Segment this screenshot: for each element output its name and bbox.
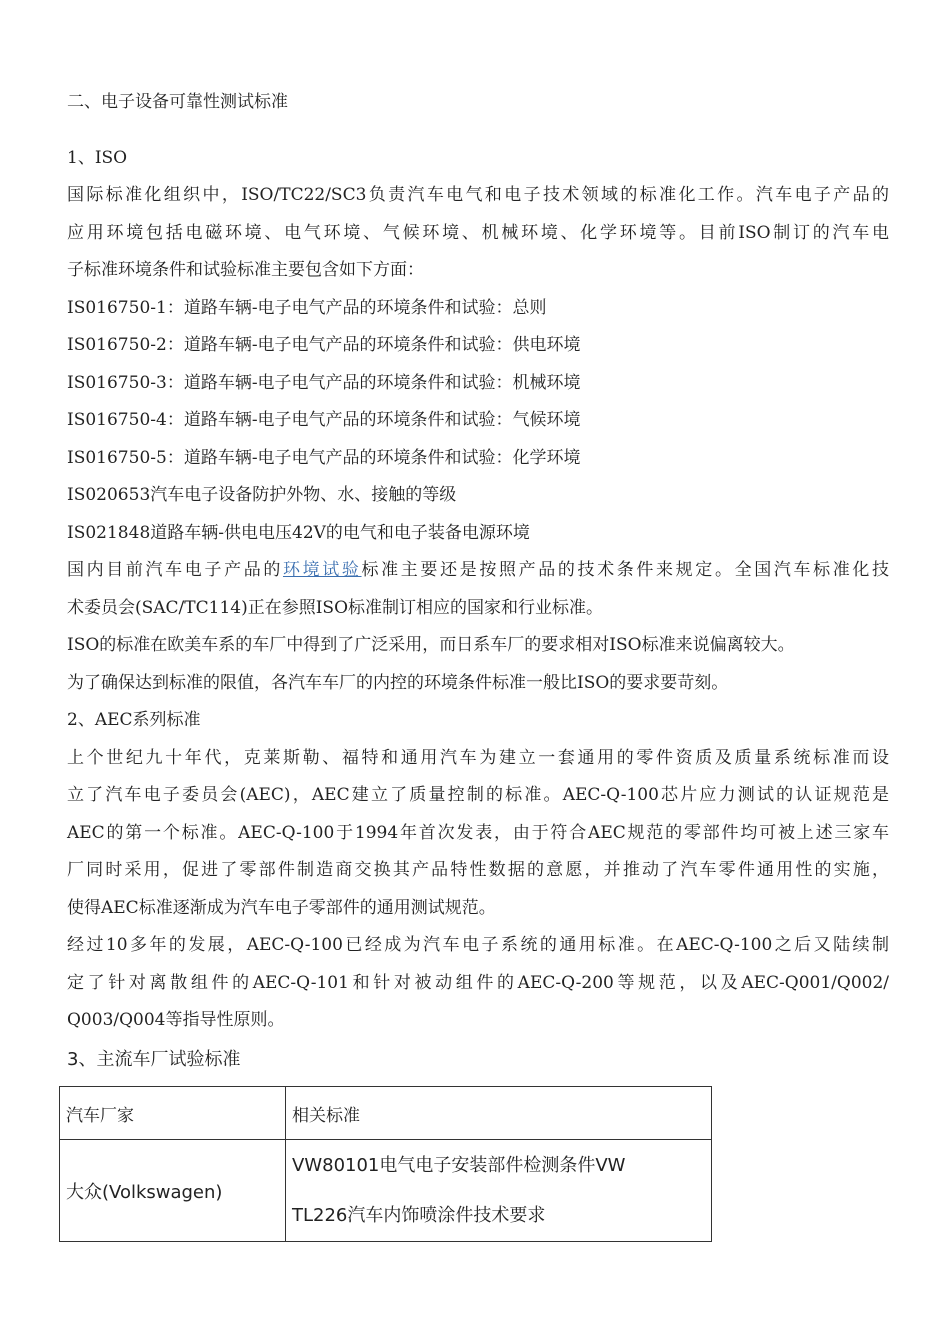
document-body	[67, 84, 889, 1078]
aec-history-line-2: 定了针对离散组件的AEC-Q-101和针对被动组件的AEC-Q-200等规范，以及AEC-Q001/Q002/	[67, 972, 889, 993]
section3-heading: 3、主流车厂试验标准	[67, 1048, 241, 1070]
automaker-cell: 大众(Volkswagen)	[60, 1140, 286, 1242]
iso-paragraph-line-2: 为了确保达到标准的限值，各汽车车厂的内控的环境条件标准一般比ISO的要求要苛刻。	[67, 672, 729, 693]
aec-paragraph-line-2: 立了汽车电子委员会(AEC)，AEC建立了质量控制的标准。AEC-Q-100芯片应力测试的认证规范是	[67, 785, 889, 805]
aec-paragraph-line-1: 上个世纪九十年代，克莱斯勒、福特和通用汽车为建立一套通用的零件资质及质量系统标准而设	[67, 747, 889, 768]
domestic-paragraph-line-1	[67, 552, 889, 590]
standards-cell	[286, 1140, 712, 1242]
domestic-paragraph-line-2: 术委员会(SAC/TC114)正在参照ISO标准制订相应的国家和行业标准。	[67, 597, 604, 618]
section1-intro-line-1: 国际标准化组织中，ISO/TC22/SC3负责汽车电气和电子技术领域的标准化工作。汽车电子产品的	[67, 185, 889, 205]
aec-history-line-1: 经过10多年的发展，AEC-Q-100已经成为汽车电子系统的通用标准。在AEC-Q-100之后又陆续制	[67, 935, 889, 955]
iso-paragraph-line-1: ISO的标准在欧美车系的车厂中得到了广泛采用，而日系车厂的要求相对ISO标准来说偏离较大。	[67, 635, 795, 655]
table-header-row	[60, 1087, 712, 1140]
standard-item: IS021848道路车辆-供电电压42V的电气和电子装备电源环境	[67, 522, 530, 543]
table-row	[60, 1140, 712, 1242]
standard-item: IS020653汽车电子设备防护外物、水、接触的等级	[67, 485, 457, 505]
section2-heading: 2、AEC系列标准	[67, 710, 201, 730]
domestic-text-post: 标准主要还是按照产品的技术条件来规定。全国汽车标准化技	[361, 560, 890, 580]
section1-intro-line-2: 应用环境包括电磁环境、电气环境、气候环境、机械环境、化学环境等。目前ISO制订的汽车电	[67, 222, 889, 243]
standard-item: IS016750-5：道路车辆-电子电气产品的环境条件和试验：化学环境	[67, 447, 581, 468]
aec-paragraph-line-5: 使得AEC标准逐渐成为汽车电子零部件的通用测试规范。	[67, 897, 496, 918]
aec-paragraph-line-3: AEC的第一个标准。AEC-Q-100于1994年首次发表，由于符合AEC规范的零部件均可被上述三家车	[67, 822, 889, 843]
section1-intro-line-3: 子标准环境条件和试验标准主要包含如下方面：	[67, 260, 424, 280]
standard-entry: VW80101电气电子安装部件检测条件VW	[292, 1154, 626, 1176]
section1-heading: 1、ISO	[67, 147, 128, 168]
standard-item: IS016750-2：道路车辆-电子电气产品的环境条件和试验：供电环境	[67, 335, 581, 355]
standard-entry: TL226汽车内饰喷涂件技术要求	[292, 1204, 546, 1226]
standard-item: IS016750-3：道路车辆-电子电气产品的环境条件和试验：机械环境	[67, 372, 581, 393]
aec-paragraph-line-4: 厂同时采用，促进了零部件制造商交换其产品特性数据的意愿，并推动了汽车零件通用性的实施，	[67, 860, 889, 880]
domestic-text-pre: 国内目前汽车电子产品的	[67, 560, 283, 580]
header-automaker: 汽车厂家	[60, 1087, 286, 1140]
automaker-standards-table	[59, 1086, 712, 1242]
header-related-standards: 相关标准	[286, 1087, 712, 1140]
standard-item: IS016750-4：道路车辆-电子电气产品的环境条件和试验：气候环境	[67, 410, 581, 430]
document-title: 二、电子设备可靠性测试标准	[67, 92, 288, 112]
aec-history-line-3: Q003/Q004等指导性原则。	[67, 1010, 285, 1030]
standard-item: IS016750-1：道路车辆-电子电气产品的环境条件和试验：总则	[67, 297, 547, 318]
environment-test-link[interactable]: 环境试验	[282, 560, 362, 580]
